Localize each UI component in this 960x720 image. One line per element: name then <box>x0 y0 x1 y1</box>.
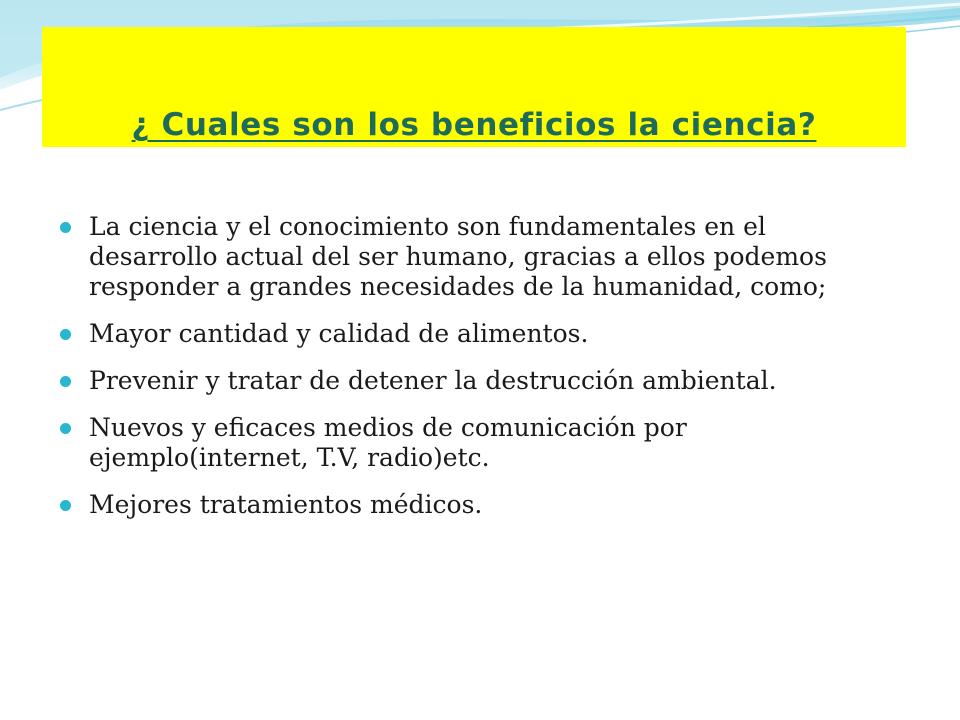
bullet-item <box>60 490 860 520</box>
bullet-text: Mejores tratamientos médicos. <box>89 490 483 519</box>
bullet-text: Mayor cantidad y calidad de alimentos. <box>89 319 589 348</box>
circle-bullet-icon <box>60 500 71 511</box>
bullet-text: Nuevos y eficaces medios de comunicación por ejemplo(internet, T.V, radio)etc. <box>89 413 687 472</box>
bullet-list <box>60 212 860 537</box>
bullet-item <box>60 366 860 396</box>
slide-title: ¿ Cuales son los beneficios la ciencia? <box>131 107 817 143</box>
circle-bullet-icon <box>60 423 71 434</box>
bullet-item <box>60 413 860 473</box>
circle-bullet-icon <box>60 376 71 387</box>
title-banner <box>42 27 906 147</box>
bullet-item <box>60 319 860 349</box>
bullet-item <box>60 212 860 302</box>
bullet-text: La ciencia y el conocimiento son fundamentales en el desarrollo actual del ser humano, gracias a ellos podemos responder a grandes necesidades de la humanidad, como; <box>89 212 827 301</box>
circle-bullet-icon <box>60 222 71 233</box>
bullet-text: Prevenir y tratar de detener la destrucción ambiental. <box>89 366 777 395</box>
circle-bullet-icon <box>60 329 71 340</box>
